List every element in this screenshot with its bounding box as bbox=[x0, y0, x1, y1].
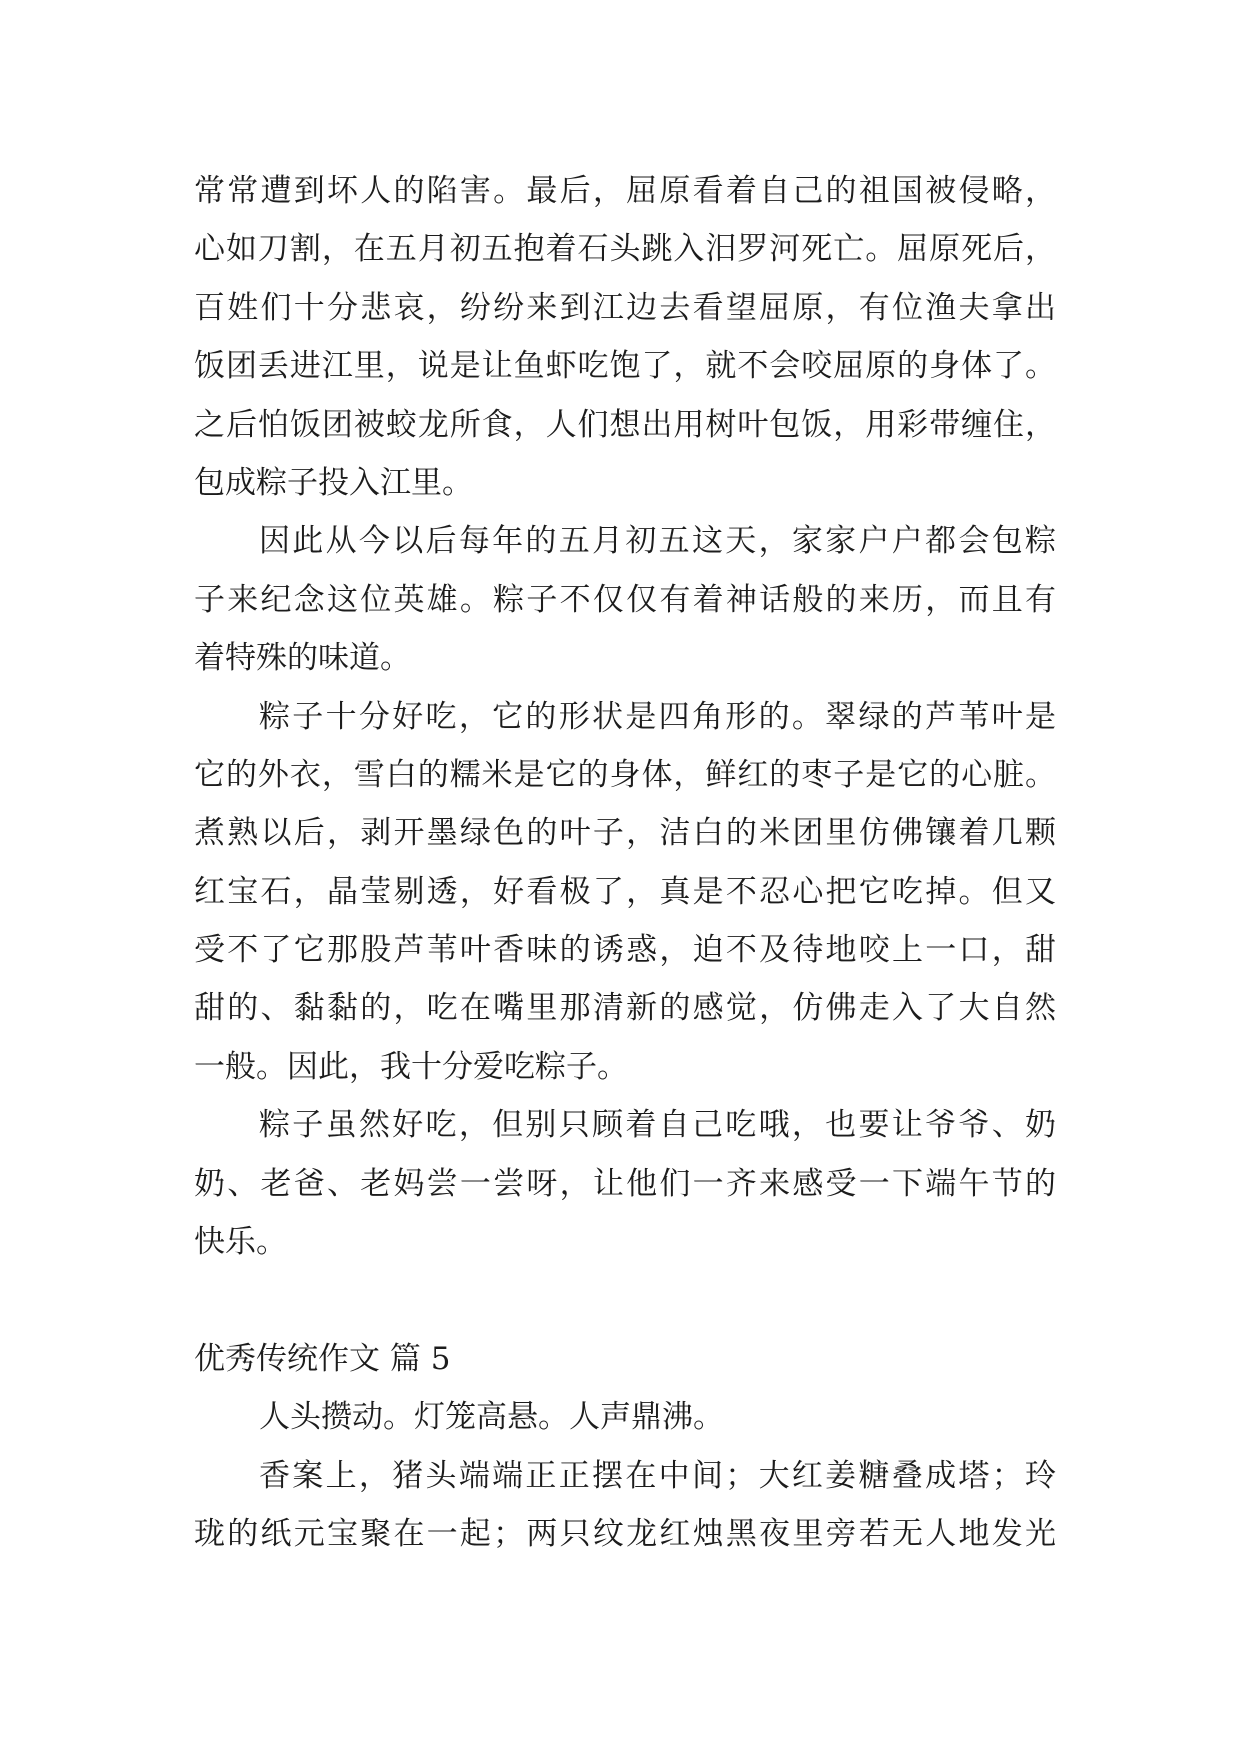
text-line: 受不了它那股芦苇叶香味的诱惑，迫不及待地咬上一口，甜 bbox=[194, 932, 1056, 969]
text-line: 奶、老爸、老妈尝一尝呀，让他们一齐来感受一下端午节的 bbox=[194, 1165, 1056, 1202]
text-line: 包成粽子投入江里。 bbox=[194, 464, 473, 501]
text-line: 粽子十分好吃，它的形状是四角形的。翠绿的芦苇叶是 bbox=[259, 698, 1056, 735]
text-line: 甜的、黏黏的，吃在嘴里那清新的感觉，仿佛走入了大自然 bbox=[194, 990, 1056, 1027]
text-line: 之后怕饭团被蛟龙所食，人们想出用树叶包饭，用彩带缠住， bbox=[194, 406, 1056, 443]
paragraph bbox=[194, 512, 1056, 687]
paragraph bbox=[194, 162, 1056, 512]
text-line: 煮熟以后，剥开墨绿色的叶子，洁白的米团里仿佛镶着几颗 bbox=[194, 815, 1056, 852]
text-line: 因此从今以后每年的五月初五这天，家家户户都会包粽 bbox=[259, 523, 1056, 560]
text-line: 子来纪念这位英雄。粽子不仅仅有着神话般的来历，而且有 bbox=[194, 581, 1056, 618]
text-line: 心如刀割，在五月初五抱着石头跳入汨罗河死亡。屈原死后， bbox=[194, 231, 1056, 268]
paragraph bbox=[194, 1388, 1056, 1446]
text-line: 饭团丢进江里，说是让鱼虾吃饱了，就不会咬屈原的身体了。 bbox=[194, 348, 1056, 385]
text-line: 珑的纸元宝聚在一起；两只纹龙红烛黑夜里旁若无人地发光 bbox=[194, 1515, 1056, 1552]
text-line: 人头攒动。灯笼高悬。人声鼎沸。 bbox=[259, 1399, 724, 1436]
document-body bbox=[194, 162, 1056, 1563]
text-line: 它的外衣，雪白的糯米是它的身体，鲜红的枣子是它的心脏。 bbox=[194, 756, 1056, 793]
section-title: 优秀传统作文 篇 5 bbox=[194, 1340, 451, 1377]
text-line: 一般。因此，我十分爱吃粽子。 bbox=[194, 1048, 628, 1085]
text-line: 香案上，猪头端端正正摆在中间；大红姜糖叠成塔；玲 bbox=[259, 1457, 1056, 1494]
paragraph bbox=[194, 1096, 1056, 1271]
text-line: 红宝石，晶莹剔透，好看极了，真是不忍心把它吃掉。但又 bbox=[194, 873, 1056, 910]
text-line: 常常遭到坏人的陷害。最后，屈原看着自己的祖国被侵略， bbox=[194, 173, 1056, 209]
text-line: 百姓们十分悲哀，纷纷来到江边去看望屈原，有位渔夫拿出 bbox=[194, 289, 1056, 326]
text-line: 着特殊的味道。 bbox=[194, 640, 411, 677]
text-line: 粽子虽然好吃，但别只顾着自己吃哦，也要让爷爷、奶 bbox=[259, 1107, 1056, 1144]
paragraph bbox=[194, 688, 1056, 1097]
paragraph bbox=[194, 1447, 1056, 1564]
text-line: 快乐。 bbox=[194, 1224, 287, 1261]
